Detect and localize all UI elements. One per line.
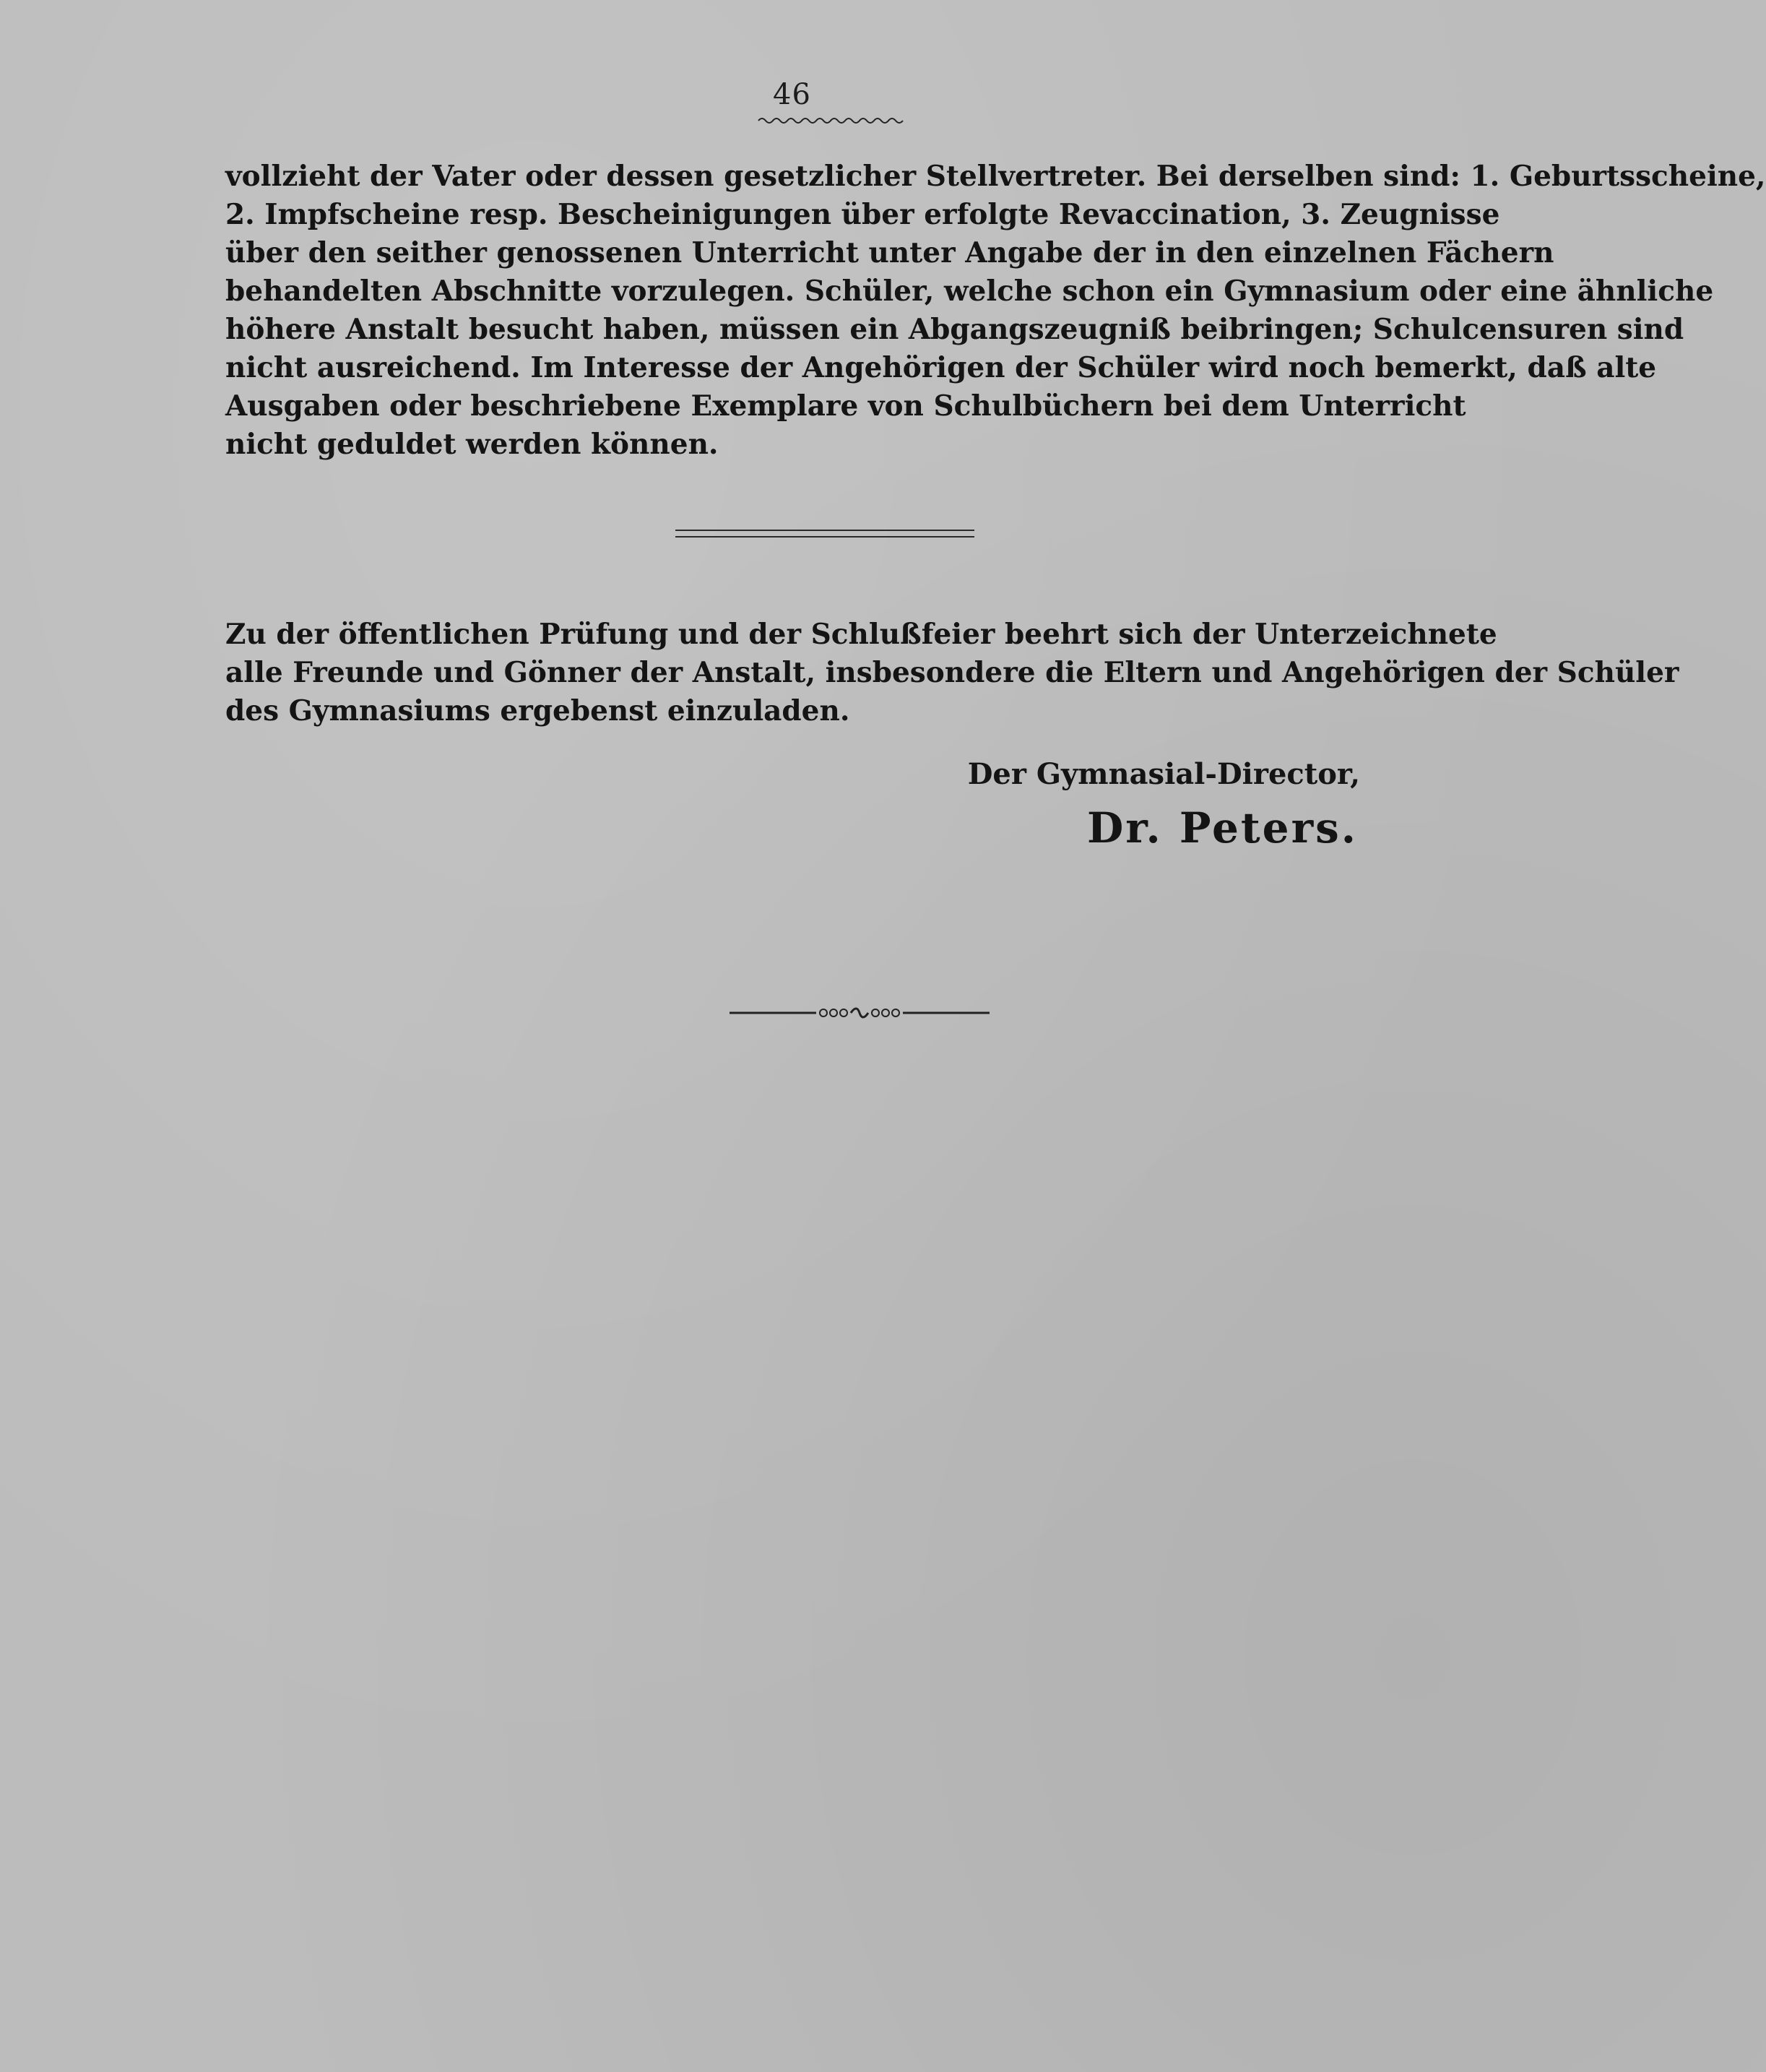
text-line: nicht geduldet werden können.: [225, 428, 719, 461]
text-line: über den seither genossenen Unterricht unter Angabe der in den einzelnen Fächern: [225, 236, 1554, 269]
page-number: 46: [773, 78, 811, 111]
text-line: nicht ausreichend. Im Interesse der Angehörigen der Schüler wird noch bemerkt, daß alte: [225, 351, 1657, 384]
signature-name: Dr. Peters.: [1087, 803, 1358, 852]
header-ornament: [758, 116, 903, 126]
text-line: höhere Anstalt besucht haben, müssen ein Abgangszeugniß beibringen; Schulcensuren sind: [225, 313, 1684, 346]
paragraph-enrollment: [225, 157, 1766, 464]
double-rule-separator: [675, 530, 974, 538]
paragraph-invitation: [225, 616, 1679, 730]
text-line: 2. Impfscheine resp. Bescheinigungen über erfolgte Revaccination, 3. Zeugnisse: [225, 198, 1500, 231]
text-line: behandelten Abschnitte vorzulegen. Schüler, welche schon ein Gymnasium oder eine ähnliche: [225, 275, 1714, 308]
text-line: vollzieht der Vater oder dessen gesetzlicher Stellvertreter. Bei derselben sind: 1. Geburtsscheine,: [225, 160, 1766, 193]
text-line: des Gymnasiums ergebenst einzuladen.: [225, 694, 850, 728]
footer-ornament: [730, 1004, 990, 1022]
text-line: alle Freunde und Gönner der Anstalt, insbesondere die Eltern und Angehörigen der Schüler: [225, 656, 1679, 689]
text-line: Ausgaben oder beschriebene Exemplare von Schulbüchern bei dem Unterricht: [225, 389, 1466, 423]
signature-title: Der Gymnasial-Director,: [967, 757, 1360, 791]
text-line: Zu der öffentlichen Prüfung und der Schlußfeier beehrt sich der Unterzeichnete: [225, 618, 1497, 651]
